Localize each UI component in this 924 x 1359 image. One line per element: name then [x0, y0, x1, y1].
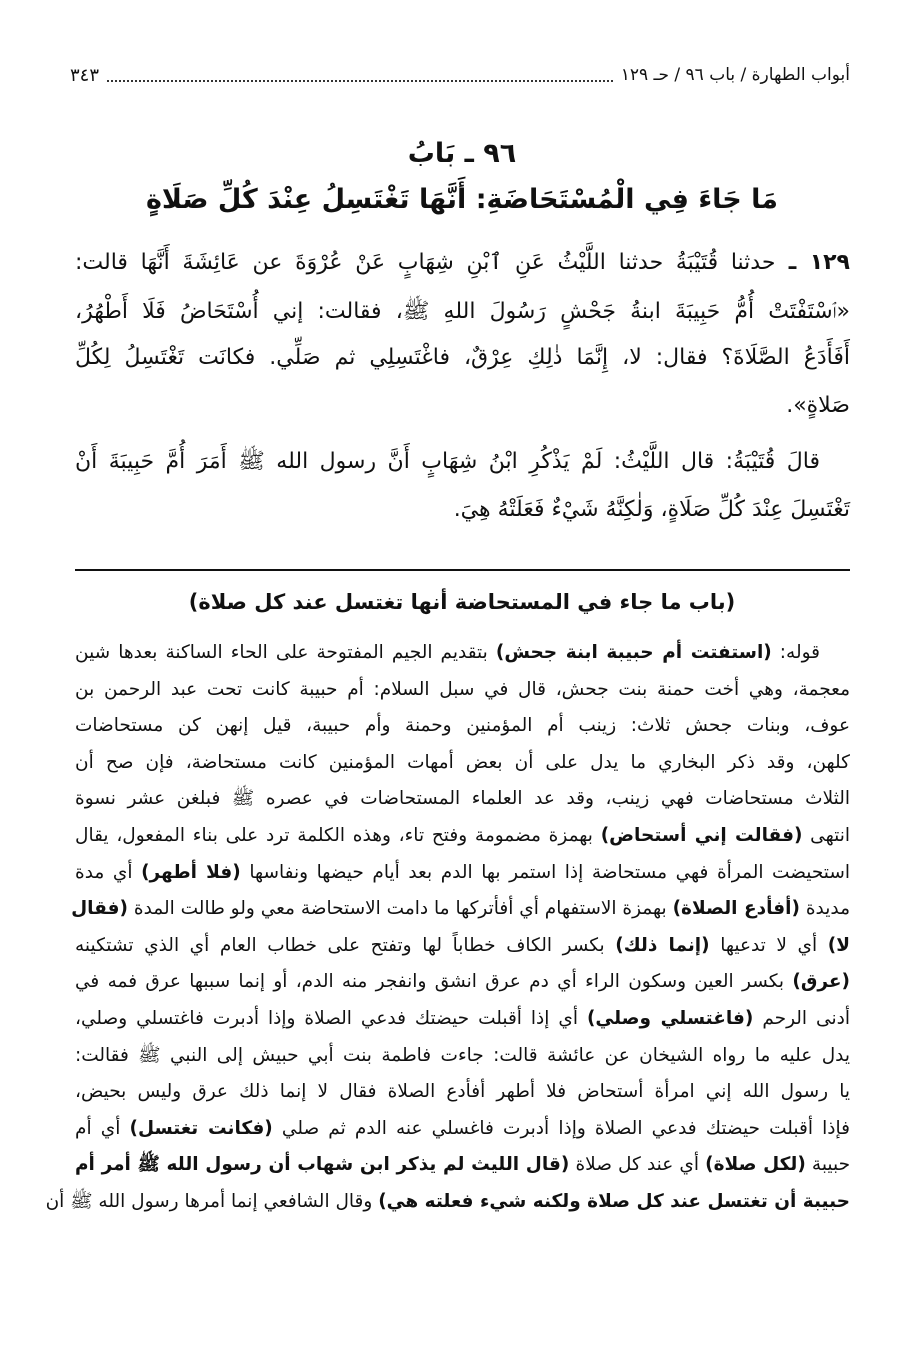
hadith-line — [75, 393, 850, 418]
bold-quoted-text: (استفتت أم حبيبة ابنة جحش) — [495, 642, 772, 663]
commentary-line — [75, 825, 850, 846]
text-segment: قوله: — [771, 642, 820, 663]
bold-quoted-text: ١٢٩ ـ — [775, 250, 850, 275]
commentary-line — [45, 1191, 850, 1217]
running-header — [70, 60, 850, 90]
text-segment: أي مدة — [75, 861, 142, 883]
commentary-line — [75, 862, 850, 883]
text-segment: بكسر الكاف خطاباً لها وتفتح على خطاب العام أي الذي تشتكينه — [75, 934, 616, 956]
bold-quoted-text: (إنما ذلك) — [615, 934, 710, 956]
text-segment: بكسر العين وسكون الراء أي دم عرق انشق وانفجر منه الدم، أو إنما سببها عرق فمه في — [75, 971, 793, 993]
bold-quoted-text: (فاغتسلي وصلي) — [586, 1008, 754, 1029]
hadith-line — [75, 447, 850, 479]
hadith-line — [75, 497, 850, 522]
commentary-line — [75, 642, 850, 663]
text-segment: عوف، وبنات جحش ثلاث: زينب أم المؤمنين وحمنة وأم حبيبة، قيل إنهن كن مستحاضات — [75, 715, 850, 737]
bold-quoted-text: لا) — [827, 934, 850, 956]
text-segment: «ٱسْتَفْتَتْ أُمُّ حَبِيبَةَ ابنةُ جَحْشٍ رَسُولَ اللهِ ﷺ، فقالت: إني أُسْتَحَاضُ فَلَا أَطْهُرُ، — [75, 299, 850, 324]
text-segment: حبيبة — [805, 1154, 851, 1176]
text-segment: يا رسول الله إني امرأة أستحاض فلا أطهر أفأدع الصلاة فقال لا إنما ذلك عرق وليس بحيض، — [75, 1081, 850, 1103]
commentary-line — [75, 971, 850, 992]
dotted-leader — [107, 68, 613, 82]
commentary-line — [75, 1118, 850, 1139]
text-segment: قالَ قُتَيْبَةُ: قال اللَّيْثُ: لَمْ يَذْكُرِ ابْنُ شِهَابٍ أَنَّ رسول الله ﷺ أَمَرَ أُمَّ حَبِيبَةَ أَنْ — [75, 449, 820, 474]
text-segment: الثلاث مستحاضات فهي زينب، وقد عد العلماء المستحاضات في عصره ﷺ فبلغن عشر نسوة — [75, 788, 850, 810]
bold-quoted-text: (فقالت إني أستحاض) — [600, 825, 803, 846]
commentary-heading: (باب ما جاء في المستحاضة أنها تغتسل عند كل صلاة) — [188, 590, 736, 614]
commentary-line — [75, 1045, 850, 1071]
text-segment: وقال الشافعي إنما أمرها رسول الله ﷺ أن — [45, 1191, 379, 1212]
text-segment: بتقديم الجيم المفتوحة على الحاء الساكنة بعدها شين — [75, 642, 496, 663]
footnote-divider — [75, 569, 850, 571]
commentary-line — [75, 752, 850, 773]
commentary-line — [75, 1154, 850, 1180]
text-segment: معجمة، وهي أخت حمنة بنت جحش، قال في سبل السلام: أم حبيبة كانت تحت عبد الرحمن بن — [75, 678, 850, 700]
commentary-line — [75, 1081, 850, 1102]
bold-quoted-text: (أفأدع الصلاة) — [672, 898, 800, 920]
bold-quoted-text: حبيبة أن تغتسل عند كل صلاة ولكنه شيء فعلته هي) — [378, 1191, 850, 1212]
running-title: أبواب الطهارة / باب ٩٦ / حـ ١٢٩ — [620, 65, 850, 85]
text-segment: صَلاةٍ». — [786, 393, 850, 418]
bold-quoted-text: (فقال — [71, 898, 128, 920]
text-segment: فإذا أقبلت حيضتك فدعي الصلاة وإذا أدبرت فاغسلي عنه الدم ثم صلي — [272, 1117, 850, 1139]
text-segment: أي إذا أقبلت حيضتك فدعي الصلاة وإذا أدبرت فاغتسلي وصلي، — [75, 1008, 587, 1029]
hadith-line — [75, 250, 850, 275]
commentary-line — [75, 935, 850, 956]
text-segment: تَغْتَسِلَ عِنْدَ كُلِّ صَلَاةٍ، وَلٰكِنَّهُ شَيْءٌ فَعَلَتْهُ هِيَ. — [453, 497, 850, 522]
bold-quoted-text: (فلا أطهر) — [141, 861, 241, 883]
commentary-line — [75, 679, 850, 700]
bold-quoted-text: (قال الليث لم يذكر ابن شهاب أن رسول الله ﷺ أمر أم — [75, 1154, 570, 1176]
commentary-line — [75, 1008, 850, 1029]
page-number: ٣٤٣ — [70, 64, 100, 86]
commentary-line — [75, 788, 850, 814]
text-segment: يدل عليه ما رواه الشيخان عن عائشة قالت: جاءت فاطمة بنت أبي حبيش إلى النبي ﷺ فقالت: — [75, 1044, 850, 1066]
chapter-number: ٩٦ ـ بَابُ — [407, 138, 517, 169]
text-segment: أدنى الرحم — [753, 1008, 850, 1029]
text-segment: أَفَأَدَعُ الصَّلَاةَ؟ فقال: لا، إِنَّمَا ذٰلِكِ عِرْقٌ، فاغْتَسِلِي ثم صَلِّي. فكانَت تَغْتَسِلُ لِكُلِّ — [75, 345, 850, 370]
text-segment: بهمزة مضمومة وفتح تاء، وهذه الكلمة ترد على بناء المفعول، يقال — [75, 825, 601, 846]
text-segment: استحيضت المرأة فهي مستحاضة إذا استمر بها الدم بعد أيام حيضها ونفاسها — [240, 861, 850, 883]
text-segment: انتهى — [802, 825, 850, 846]
bold-quoted-text: (فكانت تغتسل) — [129, 1117, 273, 1139]
text-segment: أي لا تدعيها — [709, 934, 828, 956]
bold-quoted-text: (عرق) — [792, 971, 850, 993]
text-segment: بهمزة الاستفهام أي أفأتركها ما دامت الاستحاضة معي ولو طالت المدة — [128, 898, 673, 920]
commentary-line — [75, 715, 850, 736]
text-segment: أي أم — [75, 1117, 130, 1139]
chapter-title: مَا جَاءَ فِي الْمُسْتَحَاضَةِ: أَنَّهَا تَغْتَسِلُ عِنْدَ كُلِّ صَلَاةٍ — [145, 184, 779, 215]
text-segment: مديدة — [799, 898, 850, 920]
hadith-line — [75, 345, 850, 370]
text-segment: أي عند كل صلاة — [569, 1154, 706, 1176]
text-segment: كلهن، وقد ذكر البخاري ما يدل على أن بعض أمهات المؤمنين كانت مستحاضة، فإن صح أن — [75, 751, 850, 773]
text-segment: حدثنا قُتَيْبَةُ حدثنا اللَّيْثُ عَنِ ٱبْنِ شِهَابٍ عَنْ عُرْوَةَ عن عَائِشَةَ أَنَّهَا قالت: — [75, 250, 776, 275]
bold-quoted-text: (لكل صلاة) — [705, 1154, 806, 1176]
commentary-line — [71, 898, 850, 920]
hadith-line — [75, 297, 850, 329]
